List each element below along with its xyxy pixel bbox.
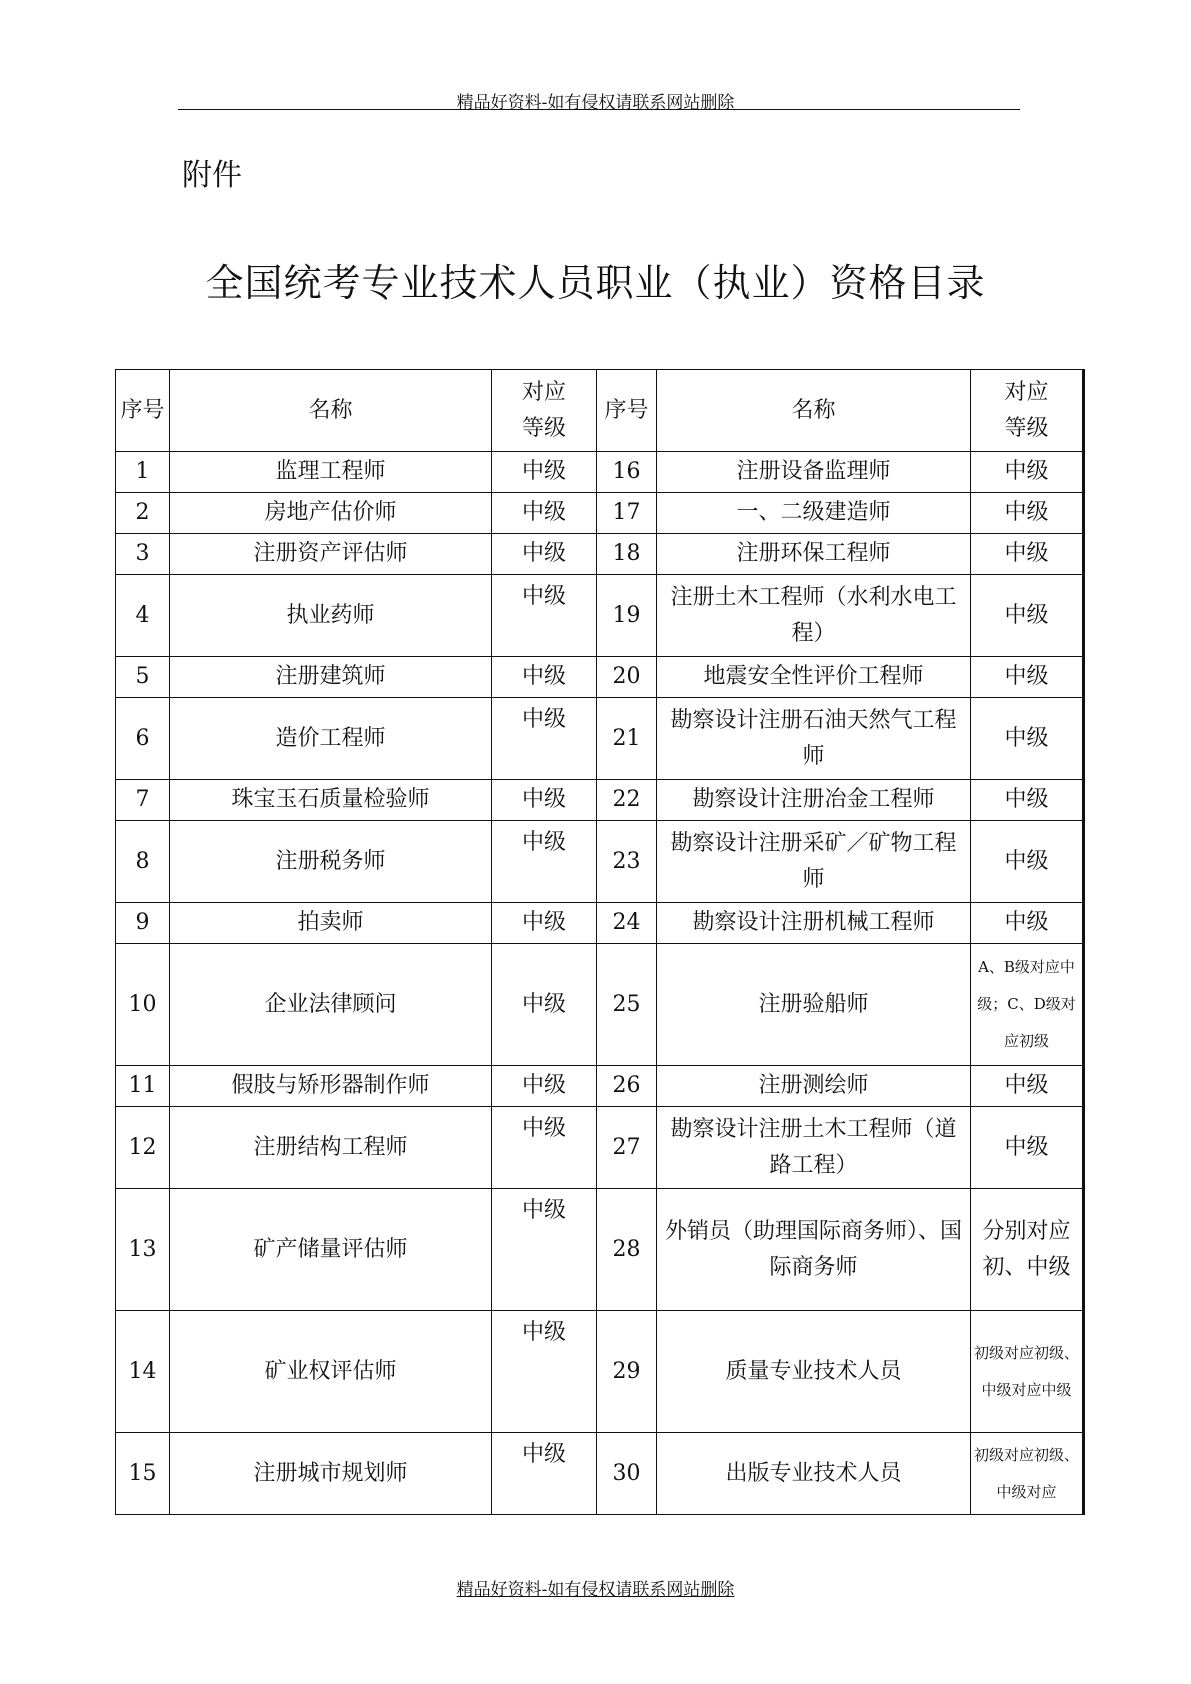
name-cell: 勘察设计注册石油天然气工程师 [657, 698, 971, 780]
seq-cell: 28 [597, 1189, 657, 1311]
name-cell: 矿产储量评估师 [170, 1189, 492, 1311]
name-cell: 注册验船师 [657, 944, 971, 1066]
table-row [116, 944, 1084, 1066]
seq-cell: 9 [116, 903, 170, 944]
level-cell: 中级 [492, 780, 597, 821]
name-cell: 勘察设计注册机械工程师 [657, 903, 971, 944]
seq-cell: 23 [597, 821, 657, 903]
name-cell: 注册结构工程师 [170, 1107, 492, 1189]
document-title: 全国统考专业技术人员职业（执业）资格目录 [205, 261, 986, 305]
level-cell: 中级 [971, 821, 1084, 903]
seq-cell: 11 [116, 1066, 170, 1107]
level-cell: 初级对应初级、中级对应中级 [971, 1311, 1084, 1433]
name-cell: 勘察设计注册采矿／矿物工程师 [657, 821, 971, 903]
table-row [116, 1107, 1084, 1189]
header-name-left: 名称 [170, 370, 492, 452]
header-level-left: 对应 等级 [492, 370, 597, 452]
seq-cell: 10 [116, 944, 170, 1066]
level-cell: 分别对应初、中级 [971, 1189, 1084, 1311]
level-cell: 中级 [971, 1066, 1084, 1107]
name-cell: 执业药师 [170, 575, 492, 657]
name-cell: 外销员（助理国际商务师）、国际商务师 [657, 1189, 971, 1311]
level-cell: 中级 [971, 657, 1084, 698]
seq-cell: 21 [597, 698, 657, 780]
level-cell: 中级 [492, 698, 597, 780]
name-cell: 注册土木工程师（水利水电工程） [657, 575, 971, 657]
level-cell: 中级 [492, 821, 597, 903]
name-cell: 注册城市规划师 [170, 1433, 492, 1515]
level-cell: 中级 [492, 452, 597, 493]
seq-cell: 26 [597, 1066, 657, 1107]
name-cell: 房地产估价师 [170, 493, 492, 534]
seq-cell: 6 [116, 698, 170, 780]
level-cell: 中级 [492, 575, 597, 657]
table-row [116, 698, 1084, 780]
level-cell: 中级 [971, 698, 1084, 780]
seq-cell: 18 [597, 534, 657, 575]
level-cell: 中级 [971, 452, 1084, 493]
table-row [116, 1433, 1084, 1515]
name-cell: 质量专业技术人员 [657, 1311, 971, 1433]
seq-cell: 24 [597, 903, 657, 944]
seq-cell: 16 [597, 452, 657, 493]
level-cell: 中级 [971, 493, 1084, 534]
seq-cell: 29 [597, 1311, 657, 1433]
seq-cell: 2 [116, 493, 170, 534]
attachment-label: 附件 [182, 158, 242, 193]
table-row [116, 1066, 1084, 1107]
table-row [116, 1189, 1084, 1311]
name-cell: 注册测绘师 [657, 1066, 971, 1107]
seq-cell: 4 [116, 575, 170, 657]
seq-cell: 25 [597, 944, 657, 1066]
seq-cell: 7 [116, 780, 170, 821]
name-cell: 勘察设计注册冶金工程师 [657, 780, 971, 821]
table-row [116, 452, 1084, 493]
seq-cell: 5 [116, 657, 170, 698]
name-cell: 假肢与矫形器制作师 [170, 1066, 492, 1107]
level-cell: 中级 [492, 903, 597, 944]
level-cell: 中级 [971, 780, 1084, 821]
name-cell: 出版专业技术人员 [657, 1433, 971, 1515]
header-rule [178, 109, 1020, 110]
name-cell: 珠宝玉石质量检验师 [170, 780, 492, 821]
header-seq-right: 序号 [597, 370, 657, 452]
level-cell: 中级 [492, 1189, 597, 1311]
table-row [116, 534, 1084, 575]
seq-cell: 22 [597, 780, 657, 821]
level-cell: 中级 [971, 903, 1084, 944]
level-cell: 中级 [971, 575, 1084, 657]
level-cell: 初级对应初级、中级对应 [971, 1433, 1084, 1515]
seq-cell: 17 [597, 493, 657, 534]
level-cell: 中级 [492, 493, 597, 534]
name-cell: 企业法律顾问 [170, 944, 492, 1066]
level-cell: 中级 [971, 534, 1084, 575]
table-row [116, 575, 1084, 657]
name-cell: 注册资产评估师 [170, 534, 492, 575]
name-cell: 一、二级建造师 [657, 493, 971, 534]
table-row [116, 821, 1084, 903]
header-name-right: 名称 [657, 370, 971, 452]
name-cell: 监理工程师 [170, 452, 492, 493]
level-cell: 中级 [492, 1066, 597, 1107]
level-cell: 中级 [971, 1107, 1084, 1189]
seq-cell: 8 [116, 821, 170, 903]
name-cell: 注册建筑师 [170, 657, 492, 698]
table-row [116, 657, 1084, 698]
name-cell: 矿业权评估师 [170, 1311, 492, 1433]
seq-cell: 27 [597, 1107, 657, 1189]
table-row [116, 780, 1084, 821]
table-row [116, 493, 1084, 534]
header-seq-left: 序号 [116, 370, 170, 452]
name-cell: 注册设备监理师 [657, 452, 971, 493]
seq-cell: 14 [116, 1311, 170, 1433]
table-row [116, 903, 1084, 944]
name-cell: 造价工程师 [170, 698, 492, 780]
table-header-row [116, 370, 1084, 452]
page-header: 精品好资料-如有侵权请联系网站删除 [456, 93, 735, 113]
level-cell: 中级 [492, 1433, 597, 1515]
seq-cell: 1 [116, 452, 170, 493]
seq-cell: 19 [597, 575, 657, 657]
level-cell: 中级 [492, 657, 597, 698]
seq-cell: 15 [116, 1433, 170, 1515]
level-cell: 中级 [492, 1107, 597, 1189]
level-cell: 中级 [492, 534, 597, 575]
seq-cell: 20 [597, 657, 657, 698]
seq-cell: 30 [597, 1433, 657, 1515]
level-cell: 中级 [492, 1311, 597, 1433]
level-cell: 中级 [492, 944, 597, 1066]
table-row [116, 1311, 1084, 1433]
header-level-right: 对应 等级 [971, 370, 1084, 452]
name-cell: 注册税务师 [170, 821, 492, 903]
name-cell: 拍卖师 [170, 903, 492, 944]
qualification-table [115, 369, 1085, 1515]
name-cell: 勘察设计注册土木工程师（道路工程） [657, 1107, 971, 1189]
name-cell: 注册环保工程师 [657, 534, 971, 575]
seq-cell: 13 [116, 1189, 170, 1311]
name-cell: 地震安全性评价工程师 [657, 657, 971, 698]
seq-cell: 12 [116, 1107, 170, 1189]
seq-cell: 3 [116, 534, 170, 575]
page-footer: 精品好资料-如有侵权请联系网站删除 [456, 1580, 735, 1600]
level-cell: A、B级对应中级；C、D级对应初级 [971, 944, 1084, 1066]
